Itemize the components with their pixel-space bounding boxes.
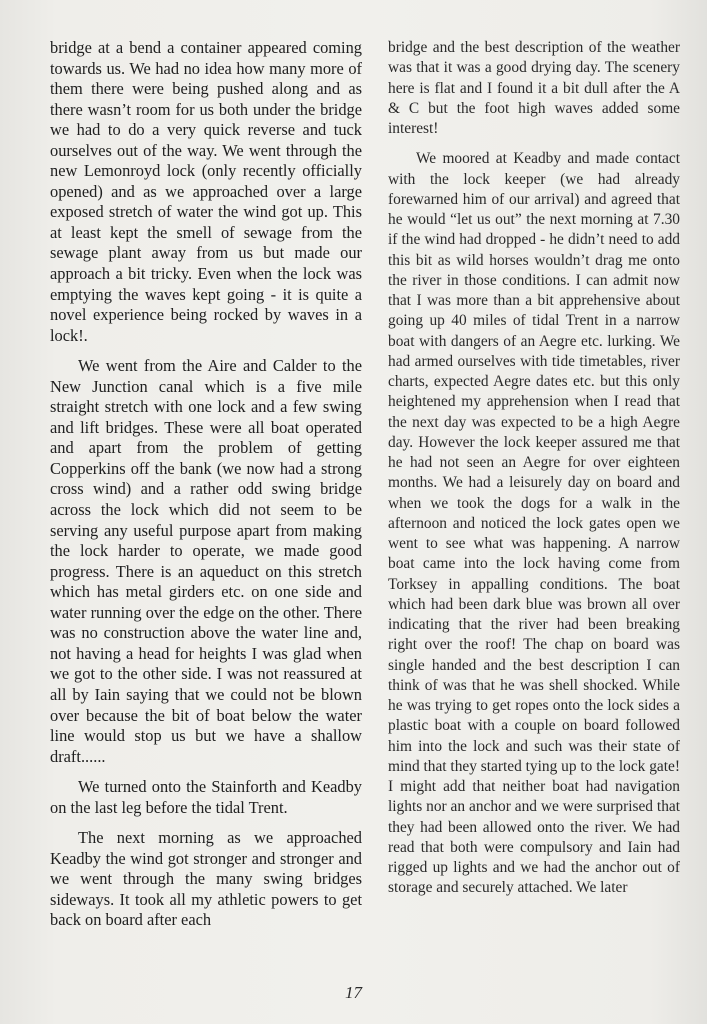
paragraph: bridge at a bend a container appeared coming towards us. We had no idea how many more of them there were being pushed along and as there wasn’t room for us both under the bridge we had to do a very quick reverse and tuck ourselves out of the way. We went through the new Lemonroyd lock (only recently officially opened) and as we approached over a large exposed stretch of water the wind got up. This at least kept the smell of sewage from the sewage plant away from us but made our approach a bit tricky. Even when the lock was emptying the waves kept going - it is quite a novel experience being rocked by waves in a lock!. (50, 38, 362, 345)
left-text-column (50, 38, 362, 941)
paragraph: We turned onto the Stainforth and Keadby on the last leg before the tidal Trent. (50, 777, 362, 817)
paragraph: bridge and the best description of the weather was that it was a good drying day. The scenery here is flat and I found it a bit dull after the A & C but the foot high waves added some interest! (388, 39, 680, 137)
page-number: 17 (345, 983, 362, 1002)
right-text-column (388, 38, 680, 909)
paragraph: We moored at Keadby and made contact with the lock keeper (we had already forewarned him of our arrival) and agreed that he would “let us out” the next morning at 7.30 if the wind had dropped - he didn’t need to add this bit as wild horses wouldn’t drag me onto the river in those conditions. I can admit now that I was more than a bit apprehensive about going up 40 miles of tidal Trent in a narrow boat with dangers of an Aegre etc. lurking. We had armed ourselves with tide timetables, river charts, expected Aegre dates etc. but this only heightened my apprehension when I read that the next day was expected to be a high Aegre day. However the lock keeper assured me that he had not seen an Aegre for over eighteen months. We had a leisurely day on board and when we took the dogs for a walk in the afternoon and noticed the lock gates open we went to see what was happening. A narrow boat came into the lock having come from Torksey in appalling conditions. The boat which had been dark blue was brown all over indicating that the river had been breaking right over the roof! The chap on board was single handed and the best description I can think of was that he was shell shocked. While he was trying to get ropes onto the lock sides a plastic boat with a couple on board followed him into the lock and such was their state of mind that they started tying up to the lock gate! I might add that neither boat had navigation lights nor an anchor and we were surprised that they had been allowed onto the river. We had read that both were compulsory and Iain had rigged up lights and we had the anchor out of storage and securely attached. We later (388, 150, 680, 897)
paragraph: We went from the Aire and Calder to the New Junction canal which is a five mile straight stretch with one lock and a few swing and lift bridges. These were all boat operated and apart from the problem of getting Copperkins off the bank (we now had a strong cross wind) and a rather odd swing bridge across the lock which did not seem to be serving any useful purpose apart from making the lock harder to operate, we made good progress. There is an aqueduct on this stretch which has metal girders etc. on one side and water running over the edge on the other. There was no construction above the water line and, not having a head for heights I was glad when we got to the other side. I was not reassured at all by Iain saying that we could not be blown over because the bit of boat below the water line would stop us but we have a shallow draft...... (50, 356, 362, 766)
paragraph: The next morning as we approached Keadby the wind got stronger and stronger and we went through the many swing bridges sideways. It took all my athletic powers to get back on board after each (50, 828, 362, 930)
